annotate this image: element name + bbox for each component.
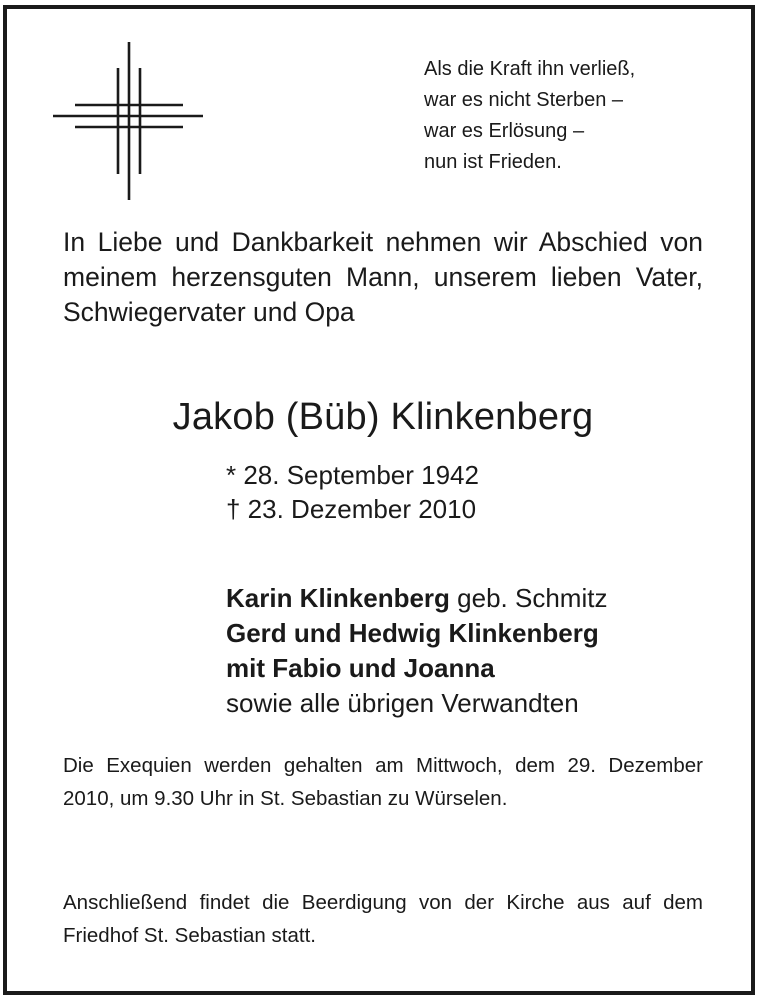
deceased-name: Jakob (Büb) Klinkenberg — [172, 396, 594, 438]
mourner-line: Gerd und Hedwig Klinkenberg — [226, 618, 599, 648]
funeral-service-notice: Die Exequien werden gehalten am Mittwoch, dem 29. Dezember 2010, um 9.30 Uhr in St. Sebastian zu Würselen. — [63, 754, 703, 810]
obituary-notice — [3, 5, 755, 995]
poem-line: nun ist Frieden. — [424, 151, 562, 173]
birth-date: * 28. September 1942 — [226, 460, 479, 490]
mourner-line — [226, 581, 607, 616]
mourner-name: Karin Klinkenberg — [226, 583, 450, 613]
poem-line: war es Erlösung – — [424, 120, 585, 142]
cross-icon — [51, 42, 203, 200]
maiden-name: geb. Schmitz — [449, 583, 608, 613]
poem-line: Als die Kraft ihn verließ, — [424, 58, 636, 80]
farewell-text: In Liebe und Dankbarkeit nehmen wir Abschied von meinem herzensguten Mann, unserem lieben Vater, Schwiegervater und Opa — [63, 227, 703, 327]
life-dates — [226, 458, 479, 526]
death-date: † 23. Dezember 2010 — [226, 494, 477, 524]
mourner-line: mit Fabio und Joanna — [226, 653, 495, 683]
poem-line: war es nicht Sterben – — [424, 89, 623, 111]
memorial-poem — [424, 54, 724, 178]
mourners-list — [226, 581, 607, 721]
mourner-line: sowie alle übrigen Verwandten — [226, 688, 579, 718]
burial-notice: Anschließend findet die Beerdigung von der Kirche aus auf dem Friedhof St. Sebastian statt. — [63, 891, 703, 947]
